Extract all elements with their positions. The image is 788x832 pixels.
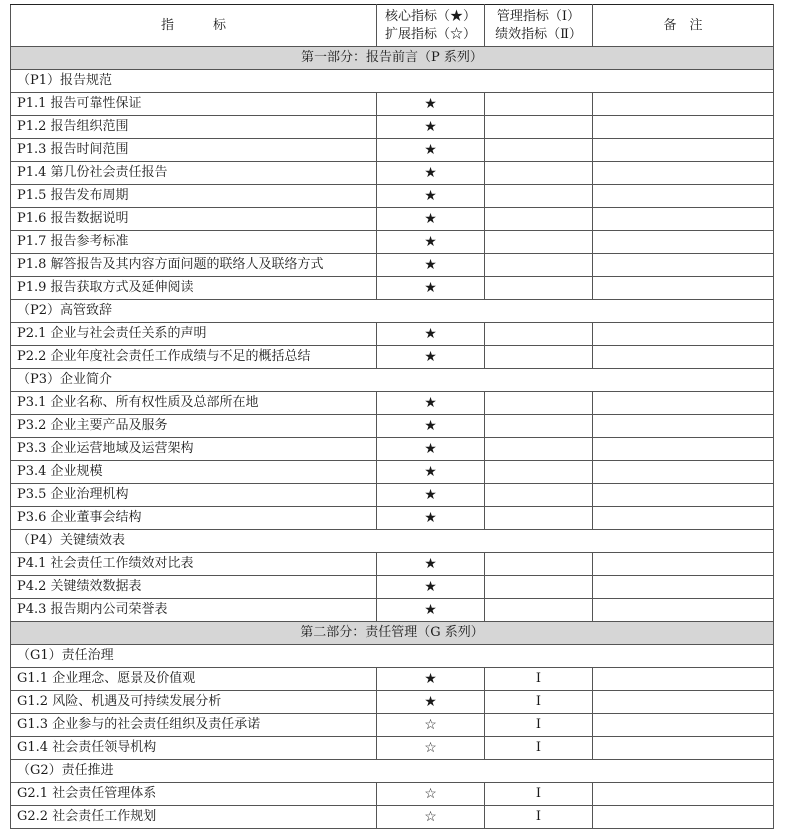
- table-row: [11, 783, 774, 806]
- type-mark: [485, 415, 593, 438]
- type-mark: [485, 208, 593, 231]
- level-mark: ☆: [377, 714, 485, 737]
- remark-cell: [593, 392, 774, 415]
- level-mark: ★: [377, 116, 485, 139]
- type-mark: [485, 116, 593, 139]
- empty-cell: [377, 369, 485, 392]
- type-mark: [485, 231, 593, 254]
- indicator-name: G2.2 社会责任工作规划: [11, 806, 377, 829]
- header-performance-line: 绩效指标（Ⅱ）: [495, 26, 582, 42]
- empty-cell: [485, 530, 593, 553]
- type-mark: Ⅰ: [485, 668, 593, 691]
- table-row: [11, 415, 774, 438]
- level-mark: ★: [377, 668, 485, 691]
- level-mark: ★: [377, 254, 485, 277]
- table-row: [11, 438, 774, 461]
- type-mark: [485, 323, 593, 346]
- table-row: [11, 208, 774, 231]
- empty-cell: [593, 530, 774, 553]
- indicator-name: P1.8 解答报告及其内容方面问题的联络人及联络方式: [11, 254, 377, 277]
- remark-cell: [593, 599, 774, 622]
- remark-cell: [593, 277, 774, 300]
- indicator-name: P3.6 企业董事会结构: [11, 507, 377, 530]
- table-header: [11, 5, 774, 47]
- type-mark: [485, 599, 593, 622]
- table-row: [11, 599, 774, 622]
- remark-cell: [593, 783, 774, 806]
- level-mark: ★: [377, 277, 485, 300]
- indicator-name: P4.1 社会责任工作绩效对比表: [11, 553, 377, 576]
- subsection-row: [11, 645, 774, 668]
- remark-cell: [593, 714, 774, 737]
- remark-cell: [593, 231, 774, 254]
- indicator-name: P2.1 企业与社会责任关系的声明: [11, 323, 377, 346]
- level-mark: ★: [377, 139, 485, 162]
- remark-cell: [593, 691, 774, 714]
- type-mark: [485, 461, 593, 484]
- table-row: [11, 461, 774, 484]
- remark-cell: [593, 185, 774, 208]
- type-mark: [485, 553, 593, 576]
- indicator-name: P1.4 第几份社会责任报告: [11, 162, 377, 185]
- empty-cell: [593, 760, 774, 783]
- empty-cell: [377, 300, 485, 323]
- remark-cell: [593, 737, 774, 760]
- remark-cell: [593, 576, 774, 599]
- subsection-row: [11, 369, 774, 392]
- level-mark: ★: [377, 185, 485, 208]
- table-row: [11, 162, 774, 185]
- header-indicator: 指 标: [11, 5, 377, 47]
- type-mark: [485, 576, 593, 599]
- remark-cell: [593, 254, 774, 277]
- indicator-name: P2.2 企业年度社会责任工作成绩与不足的概括总结: [11, 346, 377, 369]
- indicator-name: P3.1 企业名称、所有权性质及总部所在地: [11, 392, 377, 415]
- header-core-line: 核心指标（★）: [384, 8, 476, 24]
- table-row: [11, 576, 774, 599]
- level-mark: ★: [377, 599, 485, 622]
- level-mark: ★: [377, 162, 485, 185]
- remark-cell: [593, 208, 774, 231]
- table-row: [11, 231, 774, 254]
- subsection-title: （P3）企业简介: [11, 369, 377, 392]
- type-mark: Ⅰ: [485, 806, 593, 829]
- type-mark: [485, 162, 593, 185]
- level-mark: ★: [377, 507, 485, 530]
- level-mark: ☆: [377, 783, 485, 806]
- empty-cell: [485, 645, 593, 668]
- subsection-row: [11, 70, 774, 93]
- remark-cell: [593, 507, 774, 530]
- type-mark: Ⅰ: [485, 714, 593, 737]
- type-mark: Ⅰ: [485, 737, 593, 760]
- remark-cell: [593, 116, 774, 139]
- subsection-title: （P1）报告规范: [11, 70, 377, 93]
- level-mark: ★: [377, 553, 485, 576]
- subsection-title: （G2）责任推进: [11, 760, 377, 783]
- table-row: [11, 484, 774, 507]
- section-row: [11, 47, 774, 70]
- indicator-name: G2.1 社会责任管理体系: [11, 783, 377, 806]
- table-row: [11, 553, 774, 576]
- empty-cell: [377, 70, 485, 93]
- subsection-title: （G1）责任治理: [11, 645, 377, 668]
- table-row: [11, 691, 774, 714]
- table-row: [11, 507, 774, 530]
- subsection-title: （P4）关键绩效表: [11, 530, 377, 553]
- subsection-row: [11, 530, 774, 553]
- header-extended-line: 扩展指标（☆）: [384, 26, 476, 42]
- level-mark: ★: [377, 323, 485, 346]
- level-mark: ★: [377, 346, 485, 369]
- level-mark: ★: [377, 231, 485, 254]
- table-row: [11, 392, 774, 415]
- table-row: [11, 714, 774, 737]
- type-mark: Ⅰ: [485, 783, 593, 806]
- type-mark: [485, 438, 593, 461]
- remark-cell: [593, 668, 774, 691]
- table-row: [11, 737, 774, 760]
- empty-cell: [593, 300, 774, 323]
- indicator-name: P3.2 企业主要产品及服务: [11, 415, 377, 438]
- remark-cell: [593, 415, 774, 438]
- indicator-name: G1.3 企业参与的社会责任组织及责任承诺: [11, 714, 377, 737]
- level-mark: ★: [377, 208, 485, 231]
- type-mark: [485, 392, 593, 415]
- indicator-name: G1.2 风险、机遇及可持续发展分析: [11, 691, 377, 714]
- indicator-name: P3.4 企业规模: [11, 461, 377, 484]
- empty-cell: [485, 369, 593, 392]
- table-row: [11, 277, 774, 300]
- level-mark: ★: [377, 461, 485, 484]
- indicator-name: P3.3 企业运营地域及运营架构: [11, 438, 377, 461]
- level-mark: ★: [377, 576, 485, 599]
- level-mark: ★: [377, 93, 485, 116]
- indicator-name: P1.9 报告获取方式及延伸阅读: [11, 277, 377, 300]
- type-mark: [485, 93, 593, 116]
- level-mark: ★: [377, 691, 485, 714]
- indicator-name: P1.3 报告时间范围: [11, 139, 377, 162]
- remark-cell: [593, 93, 774, 116]
- remark-cell: [593, 438, 774, 461]
- remark-cell: [593, 346, 774, 369]
- empty-cell: [485, 300, 593, 323]
- remark-cell: [593, 484, 774, 507]
- type-mark: [485, 277, 593, 300]
- level-mark: ☆: [377, 737, 485, 760]
- subsection-row: [11, 760, 774, 783]
- table-row: [11, 185, 774, 208]
- indicator-name: G1.1 企业理念、愿景及价值观: [11, 668, 377, 691]
- empty-cell: [485, 760, 593, 783]
- indicator-name: P4.2 关键绩效数据表: [11, 576, 377, 599]
- type-mark: [485, 507, 593, 530]
- table-row: [11, 346, 774, 369]
- type-mark: Ⅰ: [485, 691, 593, 714]
- header-core-extended: [377, 5, 485, 47]
- indicator-name: P1.7 报告参考标准: [11, 231, 377, 254]
- remark-cell: [593, 806, 774, 829]
- subsection-title: （P2）高管致辞: [11, 300, 377, 323]
- empty-cell: [377, 645, 485, 668]
- remark-cell: [593, 323, 774, 346]
- table-row: [11, 116, 774, 139]
- level-mark: ★: [377, 415, 485, 438]
- table-row: [11, 254, 774, 277]
- empty-cell: [377, 530, 485, 553]
- level-mark: ★: [377, 484, 485, 507]
- remark-cell: [593, 461, 774, 484]
- indicator-name: P4.3 报告期内公司荣誉表: [11, 599, 377, 622]
- type-mark: [485, 139, 593, 162]
- section-row: [11, 622, 774, 645]
- empty-cell: [485, 70, 593, 93]
- table-row: [11, 139, 774, 162]
- remark-cell: [593, 162, 774, 185]
- header-management-line: 管理指标（Ⅰ）: [496, 8, 581, 24]
- table-row: [11, 323, 774, 346]
- section-title: 第二部分：责任管理（G 系列）: [11, 622, 774, 645]
- header-management-performance: [485, 5, 593, 47]
- indicator-name: P1.6 报告数据说明: [11, 208, 377, 231]
- indicator-table: [10, 4, 774, 829]
- section-title: 第一部分：报告前言（P 系列）: [11, 47, 774, 70]
- table-row: [11, 806, 774, 829]
- empty-cell: [593, 645, 774, 668]
- type-mark: [485, 484, 593, 507]
- empty-cell: [377, 760, 485, 783]
- table-row: [11, 668, 774, 691]
- type-mark: [485, 346, 593, 369]
- indicator-name: P1.2 报告组织范围: [11, 116, 377, 139]
- type-mark: [485, 185, 593, 208]
- table-body: [11, 47, 774, 829]
- indicator-name: P1.1 报告可靠性保证: [11, 93, 377, 116]
- empty-cell: [593, 70, 774, 93]
- remark-cell: [593, 139, 774, 162]
- level-mark: ★: [377, 438, 485, 461]
- indicator-name: P3.5 企业治理机构: [11, 484, 377, 507]
- empty-cell: [593, 369, 774, 392]
- indicator-name: G1.4 社会责任领导机构: [11, 737, 377, 760]
- header-remark: 备 注: [593, 5, 774, 47]
- indicator-name: P1.5 报告发布周期: [11, 185, 377, 208]
- remark-cell: [593, 553, 774, 576]
- subsection-row: [11, 300, 774, 323]
- table-row: [11, 93, 774, 116]
- level-mark: ☆: [377, 806, 485, 829]
- type-mark: [485, 254, 593, 277]
- level-mark: ★: [377, 392, 485, 415]
